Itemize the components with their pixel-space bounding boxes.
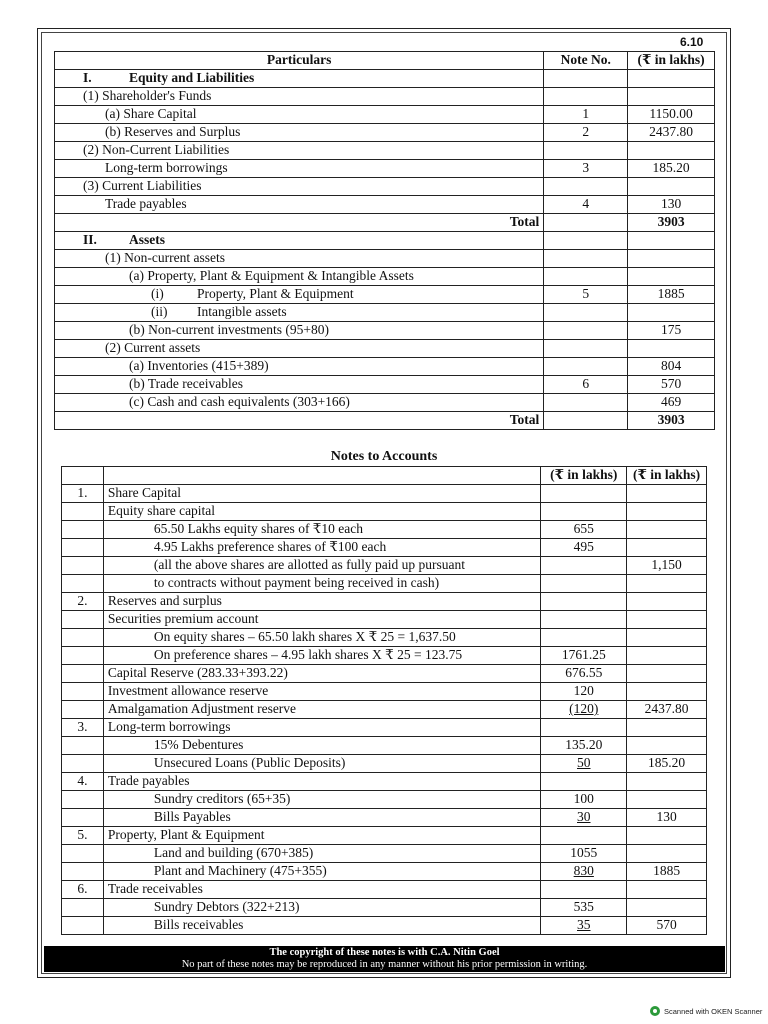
note-amount-cell [541, 575, 627, 593]
note-amount-cell [541, 503, 627, 521]
note-total-cell: 185.20 [627, 755, 707, 773]
note-amount-value: 655 [573, 521, 594, 536]
amount-cell [628, 250, 715, 268]
note-number-cell: 6. [62, 881, 104, 899]
note-amount-value: 1055 [570, 845, 598, 860]
note-description-cell: Property, Plant & Equipment [103, 827, 541, 845]
note-description-cell: Equity share capital [103, 503, 541, 521]
note-total-cell [627, 503, 707, 521]
note-amount-cell [541, 593, 627, 611]
note-no-cell [544, 340, 628, 358]
note-no-cell [544, 232, 628, 250]
note-description-cell: Share Capital [103, 485, 541, 503]
note-no-cell [544, 70, 628, 88]
item-label: Property, Plant & Equipment [197, 286, 354, 301]
section-number: II. [83, 232, 97, 247]
notes-row [62, 917, 707, 935]
note-amount-value: 50 [577, 755, 591, 770]
note-total-cell [627, 683, 707, 701]
note-number-cell [62, 737, 104, 755]
copyright-footer [44, 946, 725, 972]
amount-cell [628, 232, 715, 250]
amount-cell: 570 [628, 376, 715, 394]
note-total-cell [627, 899, 707, 917]
notes-row [62, 791, 707, 809]
note-number-cell [62, 899, 104, 917]
note-no-cell [544, 88, 628, 106]
note-description-cell: 65.50 Lakhs equity shares of ₹10 each [103, 521, 541, 539]
note-number-cell: 3. [62, 719, 104, 737]
note-no-cell [544, 358, 628, 376]
amount-cell [628, 268, 715, 286]
amount-cell: 469 [628, 394, 715, 412]
balance-sheet-row [55, 214, 715, 232]
scanner-watermark [650, 1006, 762, 1016]
note-description-cell: 15% Debentures [103, 737, 541, 755]
note-total-cell [627, 881, 707, 899]
notes-row [62, 647, 707, 665]
note-description-cell: 4.95 Lakhs preference shares of ₹100 each [103, 539, 541, 557]
balance-sheet-row [55, 106, 715, 124]
note-description-cell: Trade payables [103, 773, 541, 791]
amount-cell: 1150.00 [628, 106, 715, 124]
note-amount-cell [541, 881, 627, 899]
note-number-cell [62, 611, 104, 629]
particulars-cell: (b) Non-current investments (95+80) [55, 322, 544, 340]
note-amount-cell [541, 611, 627, 629]
note-number-cell [62, 539, 104, 557]
total-label: Total [509, 412, 540, 427]
note-total-cell [627, 629, 707, 647]
note-number-cell [62, 863, 104, 881]
particulars-header: Particulars [55, 52, 544, 70]
balance-sheet-row [55, 322, 715, 340]
balance-sheet-row [55, 124, 715, 142]
note-description-cell: Reserves and surplus [103, 593, 541, 611]
note-description-cell: (all the above shares are allotted as fully paid up pursuant [103, 557, 541, 575]
note-number-cell [62, 647, 104, 665]
notes-row [62, 485, 707, 503]
note-number-cell [62, 701, 104, 719]
note-description-cell: Investment allowance reserve [103, 683, 541, 701]
note-total-cell [627, 539, 707, 557]
note-no-cell [544, 214, 628, 232]
amount-cell: 3903 [628, 214, 715, 232]
note-total-cell [627, 719, 707, 737]
note-no-cell [544, 178, 628, 196]
notes-row [62, 845, 707, 863]
note-amount-cell [541, 917, 627, 935]
note-number-cell: 4. [62, 773, 104, 791]
notes-row [62, 881, 707, 899]
notes-row [62, 827, 707, 845]
note-amount-value: 135.20 [565, 737, 603, 752]
note-amount-value: 120 [573, 683, 594, 698]
note-amount-cell [541, 629, 627, 647]
permission-line: No part of these notes may be reproduced in any manner without his prior permission in writing. [181, 959, 588, 970]
particulars-cell: (1) Shareholder's Funds [55, 88, 544, 106]
balance-sheet-row [55, 340, 715, 358]
particulars-cell: (2) Non-Current Liabilities [55, 142, 544, 160]
particulars-cell [55, 286, 544, 304]
balance-sheet-row [55, 268, 715, 286]
note-description-cell: Plant and Machinery (475+355) [103, 863, 541, 881]
note-total-cell [627, 665, 707, 683]
note-number-cell [62, 629, 104, 647]
note-no-cell [544, 304, 628, 322]
notes-header-blank-2 [103, 467, 541, 485]
note-amount-cell [541, 755, 627, 773]
note-number-cell [62, 575, 104, 593]
balance-sheet-row [55, 394, 715, 412]
notes-row [62, 809, 707, 827]
copyright-line: The copyright of these notes is with C.A. Nitin Goel [269, 947, 500, 958]
note-description-cell: Sundry creditors (65+35) [103, 791, 541, 809]
note-total-cell [627, 737, 707, 755]
particulars-cell: (1) Non-current assets [55, 250, 544, 268]
note-total-cell: 1,150 [627, 557, 707, 575]
note-amount-cell [541, 827, 627, 845]
amount-cell: 185.20 [628, 160, 715, 178]
amount-cell: 1885 [628, 286, 715, 304]
note-description-cell: to contracts without payment being received in cash) [103, 575, 541, 593]
note-amount-cell [541, 557, 627, 575]
note-amount-value: 100 [573, 791, 594, 806]
balance-sheet-table [54, 51, 715, 430]
amount-cell: 175 [628, 322, 715, 340]
amount-cell [628, 304, 715, 322]
page-number: 6.10 [680, 35, 704, 49]
note-amount-cell [541, 665, 627, 683]
balance-sheet-row [55, 70, 715, 88]
amount-cell: 3903 [628, 412, 715, 430]
note-no-cell [544, 268, 628, 286]
note-amount-cell [541, 845, 627, 863]
notes-row [62, 863, 707, 881]
note-total-cell [627, 845, 707, 863]
particulars-cell: Long-term borrowings [55, 160, 544, 178]
notes-row [62, 539, 707, 557]
note-amount-value: 1761.25 [561, 647, 606, 662]
note-amount-cell [541, 773, 627, 791]
balance-sheet-header-row [55, 52, 715, 70]
particulars-cell [55, 304, 544, 322]
notes-row [62, 665, 707, 683]
note-no-cell: 3 [544, 160, 628, 178]
notes-row [62, 719, 707, 737]
note-amount-cell [541, 809, 627, 827]
note-total-cell [627, 647, 707, 665]
note-total-cell [627, 575, 707, 593]
note-total-cell: 2437.80 [627, 701, 707, 719]
note-description-cell: Securities premium account [103, 611, 541, 629]
notes-row [62, 575, 707, 593]
note-no-cell: 5 [544, 286, 628, 304]
note-number-cell [62, 665, 104, 683]
notes-row [62, 683, 707, 701]
particulars-cell: (a) Property, Plant & Equipment & Intangible Assets [55, 268, 544, 286]
note-amount-value: 830 [573, 863, 594, 878]
note-no-cell [544, 322, 628, 340]
amount-cell [628, 142, 715, 160]
amount-cell: 130 [628, 196, 715, 214]
note-total-cell [627, 827, 707, 845]
note-no-cell: 2 [544, 124, 628, 142]
notes-amount-header-1: (₹ in lakhs) [541, 467, 627, 485]
note-no-cell: 6 [544, 376, 628, 394]
note-number-cell [62, 503, 104, 521]
notes-header-blank-1 [62, 467, 104, 485]
note-description-cell: Bills receivables [103, 917, 541, 935]
note-number-cell: 2. [62, 593, 104, 611]
balance-sheet-row [55, 178, 715, 196]
note-total-cell [627, 791, 707, 809]
notes-row [62, 521, 707, 539]
note-number-cell [62, 557, 104, 575]
section-title: Equity and Liabilities [129, 70, 255, 85]
notes-row [62, 593, 707, 611]
note-total-cell: 570 [627, 917, 707, 935]
note-total-cell [627, 485, 707, 503]
note-number-cell [62, 791, 104, 809]
note-amount-cell [541, 719, 627, 737]
notes-row [62, 503, 707, 521]
balance-sheet-row [55, 142, 715, 160]
note-number-cell [62, 845, 104, 863]
note-no-cell [544, 250, 628, 268]
notes-amount-header-2: (₹ in lakhs) [627, 467, 707, 485]
balance-sheet-row [55, 196, 715, 214]
note-number-cell [62, 755, 104, 773]
note-number-cell: 5. [62, 827, 104, 845]
particulars-cell [55, 214, 544, 232]
note-number-cell [62, 809, 104, 827]
note-amount-value: 35 [577, 917, 591, 932]
note-amount-cell [541, 539, 627, 557]
note-no-cell [544, 394, 628, 412]
notes-row [62, 629, 707, 647]
notes-header-row [62, 467, 707, 485]
note-amount-cell [541, 485, 627, 503]
balance-sheet-row [55, 160, 715, 178]
amount-cell: 2437.80 [628, 124, 715, 142]
note-description-cell: Capital Reserve (283.33+393.22) [103, 665, 541, 683]
note-no-cell: 4 [544, 196, 628, 214]
amount-cell [628, 340, 715, 358]
note-description-cell: Unsecured Loans (Public Deposits) [103, 755, 541, 773]
particulars-cell: Trade payables [55, 196, 544, 214]
balance-sheet-row [55, 304, 715, 322]
notes-row [62, 737, 707, 755]
notes-row [62, 557, 707, 575]
balance-sheet-row [55, 232, 715, 250]
particulars-cell: (b) Trade receivables [55, 376, 544, 394]
notes-row [62, 773, 707, 791]
note-number-cell [62, 521, 104, 539]
balance-sheet-row [55, 286, 715, 304]
note-description-cell: Amalgamation Adjustment reserve [103, 701, 541, 719]
note-description-cell: On equity shares – 65.50 lakh shares X ₹ 25 = 1,637.50 [103, 629, 541, 647]
particulars-cell [55, 232, 544, 250]
note-no-cell [544, 142, 628, 160]
particulars-cell: (2) Current assets [55, 340, 544, 358]
note-description-cell: Sundry Debtors (322+213) [103, 899, 541, 917]
note-description-cell: On preference shares – 4.95 lakh shares X ₹ 25 = 123.75 [103, 647, 541, 665]
note-no-header: Note No. [544, 52, 628, 70]
note-total-cell [627, 593, 707, 611]
balance-sheet-row [55, 250, 715, 268]
scanner-logo-icon [650, 1006, 660, 1016]
note-amount-value: (120) [569, 701, 599, 716]
amount-cell: 804 [628, 358, 715, 376]
balance-sheet-row [55, 358, 715, 376]
note-amount-cell [541, 737, 627, 755]
note-no-cell [544, 412, 628, 430]
note-amount-cell [541, 791, 627, 809]
amount-header: (₹ in lakhs) [628, 52, 715, 70]
note-amount-value: 495 [573, 539, 594, 554]
balance-sheet-row [55, 412, 715, 430]
notes-table [61, 466, 707, 935]
notes-row [62, 701, 707, 719]
note-description-cell: Long-term borrowings [103, 719, 541, 737]
note-amount-cell [541, 647, 627, 665]
note-amount-cell [541, 863, 627, 881]
note-description-cell: Trade receivables [103, 881, 541, 899]
amount-cell [628, 88, 715, 106]
particulars-cell: (3) Current Liabilities [55, 178, 544, 196]
particulars-cell [55, 412, 544, 430]
note-total-cell [627, 611, 707, 629]
particulars-cell: (a) Inventories (415+389) [55, 358, 544, 376]
note-total-cell: 130 [627, 809, 707, 827]
amount-cell [628, 70, 715, 88]
roman-numeral: (ii) [151, 304, 168, 319]
section-number: I. [83, 70, 92, 85]
note-amount-cell [541, 521, 627, 539]
amount-cell [628, 178, 715, 196]
item-label: Intangible assets [197, 304, 287, 319]
notes-row [62, 755, 707, 773]
roman-numeral: (i) [151, 286, 164, 301]
balance-sheet-row [55, 376, 715, 394]
note-total-cell [627, 521, 707, 539]
total-label: Total [509, 214, 540, 229]
note-amount-value: 535 [573, 899, 594, 914]
note-total-cell: 1885 [627, 863, 707, 881]
particulars-cell: (c) Cash and cash equivalents (303+166) [55, 394, 544, 412]
particulars-cell: (a) Share Capital [55, 106, 544, 124]
note-total-cell [627, 773, 707, 791]
note-amount-cell [541, 683, 627, 701]
note-no-cell: 1 [544, 106, 628, 124]
section-title: Assets [129, 232, 165, 247]
note-number-cell: 1. [62, 485, 104, 503]
particulars-cell [55, 70, 544, 88]
note-description-cell: Bills Payables [103, 809, 541, 827]
note-amount-value: 30 [577, 809, 591, 824]
notes-row [62, 899, 707, 917]
note-amount-cell [541, 701, 627, 719]
particulars-cell: (b) Reserves and Surplus [55, 124, 544, 142]
balance-sheet-row [55, 88, 715, 106]
note-number-cell [62, 683, 104, 701]
notes-title: Notes to Accounts [330, 449, 438, 464]
scanner-text: Scanned with OKEN Scanner [664, 1006, 763, 1016]
note-number-cell [62, 917, 104, 935]
note-description-cell: Land and building (670+385) [103, 845, 541, 863]
notes-row [62, 611, 707, 629]
note-amount-cell [541, 899, 627, 917]
note-amount-value: 676.55 [565, 665, 603, 680]
